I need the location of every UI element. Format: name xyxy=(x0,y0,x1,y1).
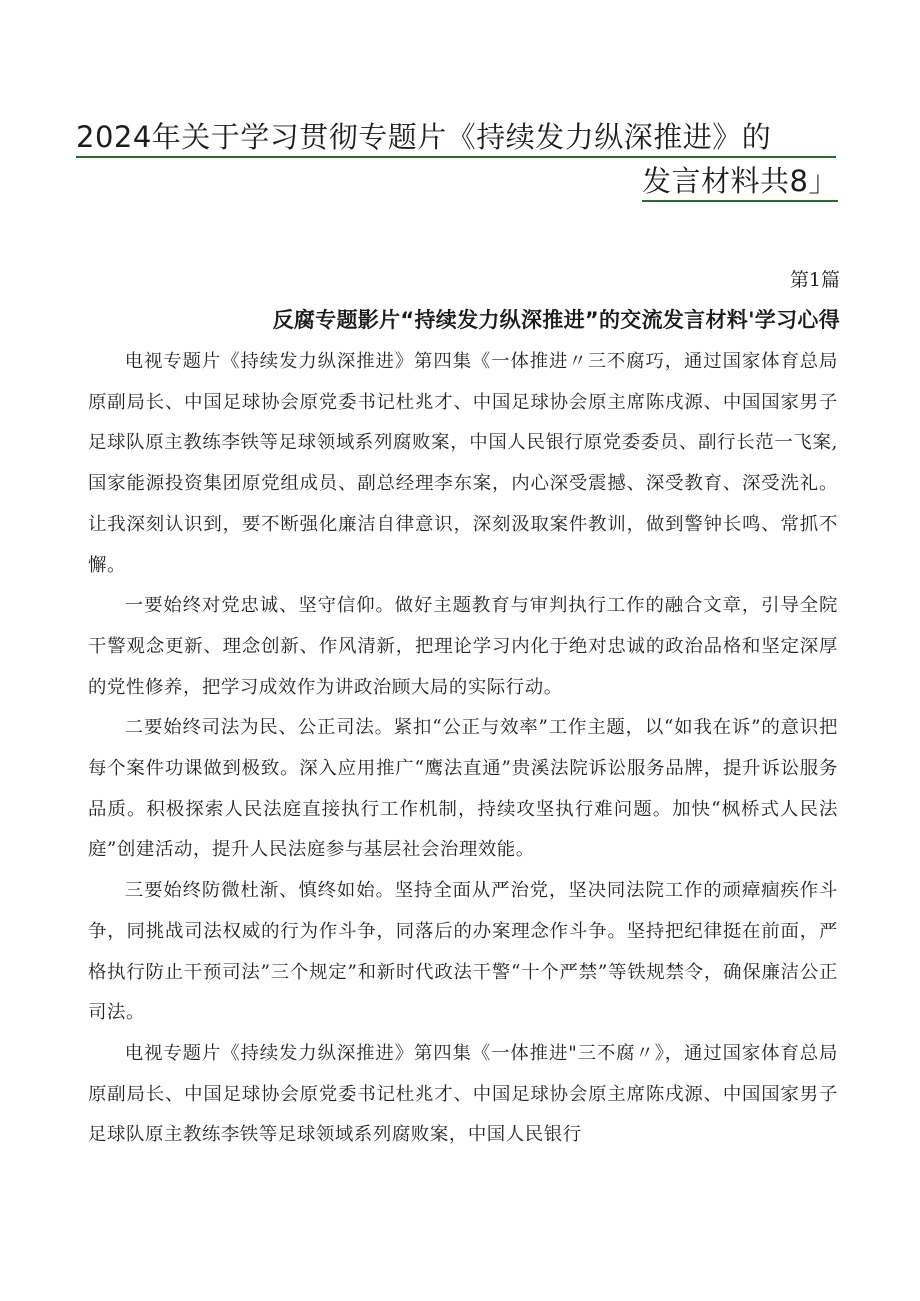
body-text xyxy=(88,342,838,1156)
document-title-line-2: 发言材料共8」 xyxy=(642,162,838,202)
part-label: 第1篇 xyxy=(789,269,840,291)
paragraph: 电视专题片《持续发力纵深推进》第四集《一体推进"三不腐〃》，通过国家体育总局原副局长、中国足球协会原党委书记杜兆才、中国足球协会原主席陈戌源、中国国家男子足球队原主教练李铁等足球领域系列腐败案，中国人民银行 xyxy=(88,1042,838,1146)
document-title-line-1: 2024年关于学习贯彻专题片《持续发力纵深推进》的 xyxy=(76,118,836,158)
section-subtitle: 反腐专题影片“持续发力纵深推进”的交流发言材料'学习心得 xyxy=(272,308,840,332)
paragraph: 二要始终司法为民、公正司法。紧扣“公正与效率”工作主题，以“如我在诉”的意识把每个案件功课做到极致。深入应用推广“鹰法直通”贵溪法院诉讼服务品牌，提升诉讼服务品质。积极探索人民法庭直接执行工作机制，持续攻坚执行难问题。加快“枫桥式人民法庭”创建活动，提升人民法庭参与基层社会治理效能。 xyxy=(88,717,838,861)
paragraph: 一要始终对党忠诚、坚守信仰。做好主题教育与审判执行工作的融合文章，引导全院干警观念更新、理念创新、作风清新，把理论学习内化于绝对忠诚的政治品格和坚定深厚的党性修养，把学习成效作为讲政治顾大局的实际行动。 xyxy=(88,595,838,698)
paragraph: 电视专题片《持续发力纵深推进》第四集《一体推进〃三不腐巧，通过国家体育总局原副局长、中国足球协会原党委书记杜兆才、中国足球协会原主席陈戌源、中国国家男子足球队原主教练李铁等足球领域系列腐败案，中国人民银行原党委委员、副行长范一飞案,国家能源投资集团原党组成员、副总经理李东案，内心深受震撼、深受教育、深受洗礼。让我深刻认识到，要不断强化廉洁自律意识，深刻汲取案件教训，做到警钟长鸣、常抓不懈。 xyxy=(88,351,838,576)
paragraph: 三要始终防微杜渐、慎终如始。坚持全面从严治党，坚决同法院工作的顽瘴痼疾作斗争，同挑战司法权威的行为作斗争，同落后的办案理念作斗争。坚持把纪律挺在前面，严格执行防止干预司法”三个规定”和新时代政法干警“十个严禁”等铁规禁令，确保廉洁公正司法。 xyxy=(88,880,838,1024)
